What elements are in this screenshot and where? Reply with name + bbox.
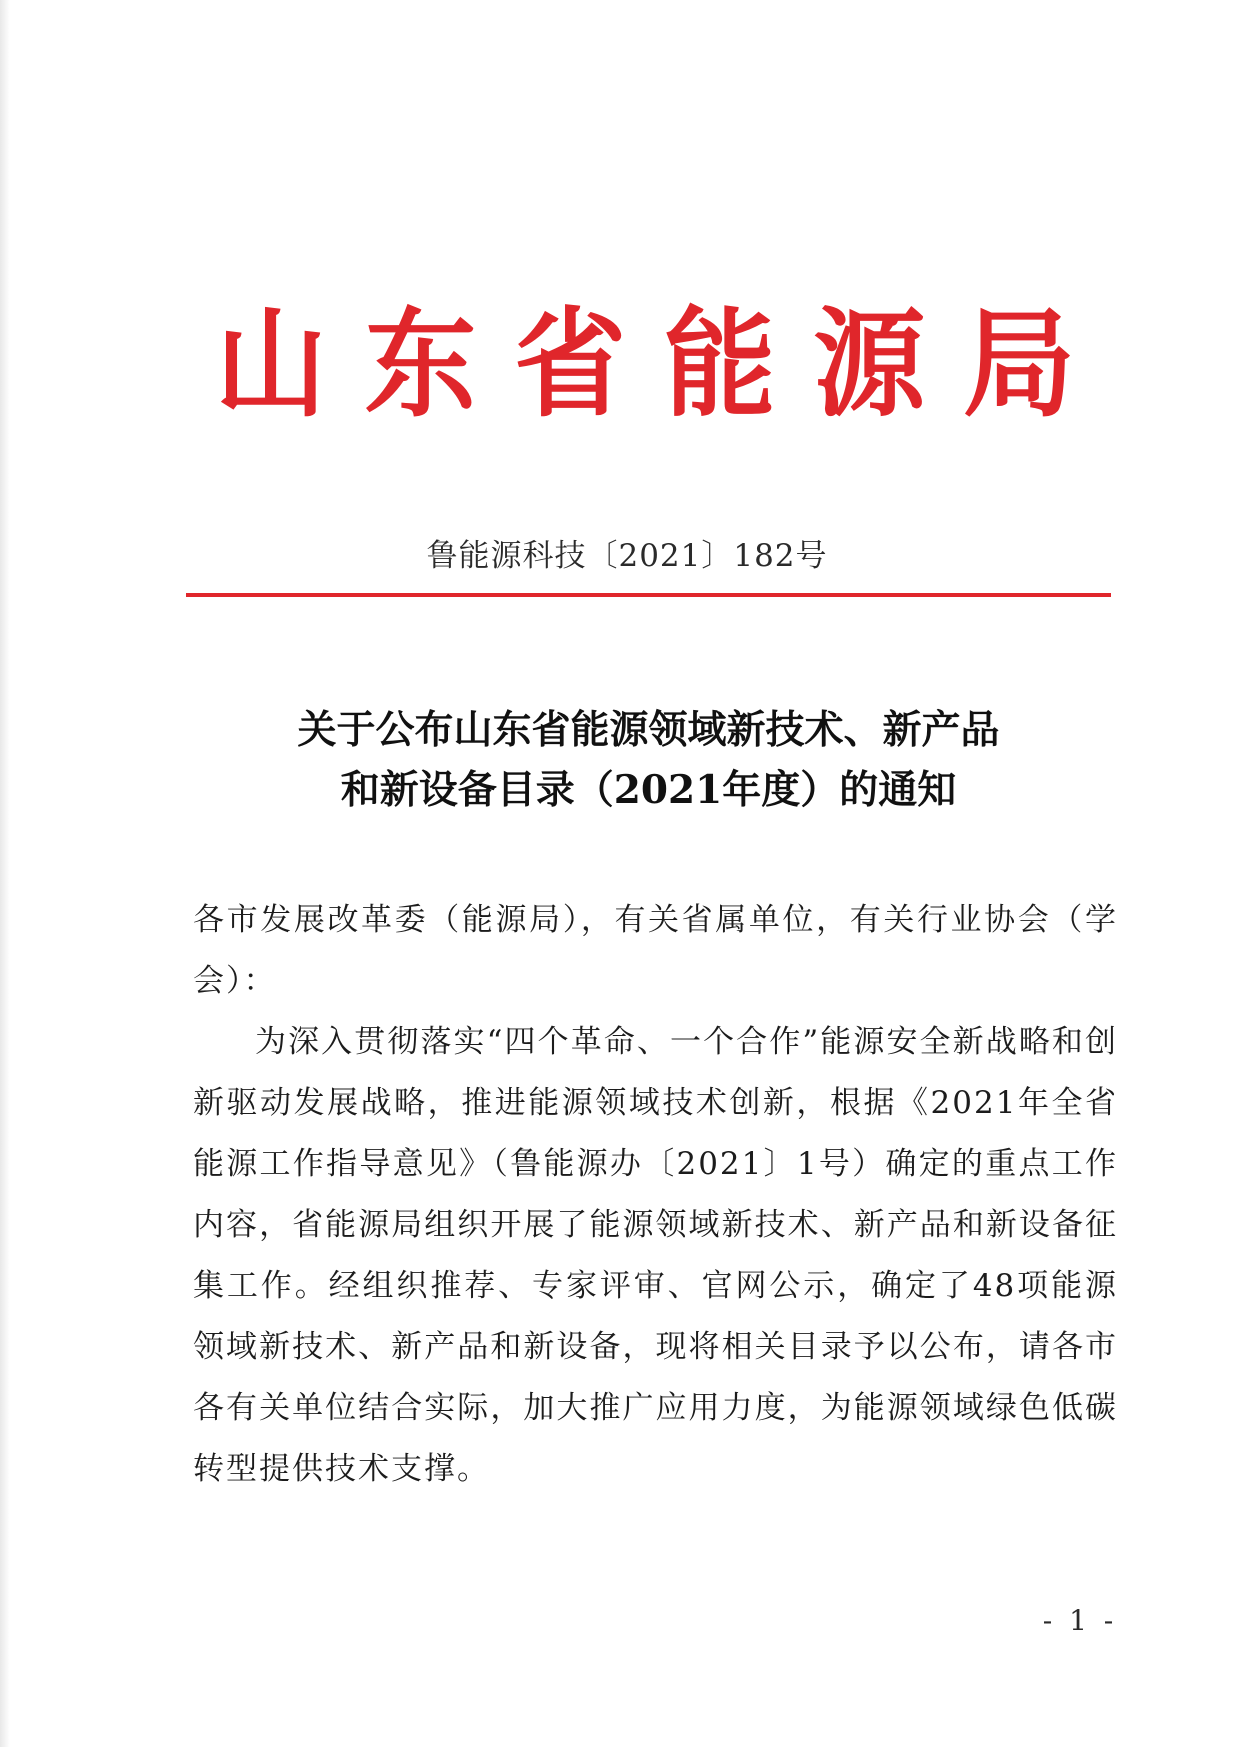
org-header-char: 省 (514, 295, 627, 434)
org-header-char: 局 (962, 295, 1075, 434)
document-title (186, 700, 1111, 820)
org-header-char: 山 (215, 295, 327, 434)
red-separator-line (186, 593, 1111, 597)
title-line-2: 和新设备目录（2021年度）的通知 (340, 767, 957, 813)
salutation: 各市发展改革委（能源局），有关省属单位，有关行业协会（学会）： (193, 902, 1118, 999)
document-number: 鲁能源科技〔2021〕182号 (426, 538, 828, 574)
title-line-1: 关于公布山东省能源领域新技术、新产品 (297, 707, 1000, 753)
issuing-organization-header (215, 297, 1075, 434)
org-header-char: 源 (813, 295, 926, 434)
page-number: - 1 - (1042, 1604, 1118, 1637)
org-header-char: 东 (364, 295, 477, 434)
body-paragraph: 为深入贯彻落实“四个革命、一个合作”能源安全新战略和创新驱动发展战略，推进能源领域技术创新，根据《2021年全省能源工作指导意见》（鲁能源办〔2021〕1号）确定的重点工作内容，省能源局组织开展了能源领域新技术、新产品和新设备征集工作。经组织推荐、专家评审、官网公示，确定了48项能源领域新技术、新产品和新设备，现将相关目录予以公布，请各市各有关单位结合实际，加大推广应用力度，为能源领域绿色低碳转型提供技术支撑。 (193, 1024, 1118, 1487)
document-body (193, 890, 1118, 1500)
org-header-char: 能 (663, 295, 776, 434)
scan-edge-shadow (0, 0, 10, 1747)
